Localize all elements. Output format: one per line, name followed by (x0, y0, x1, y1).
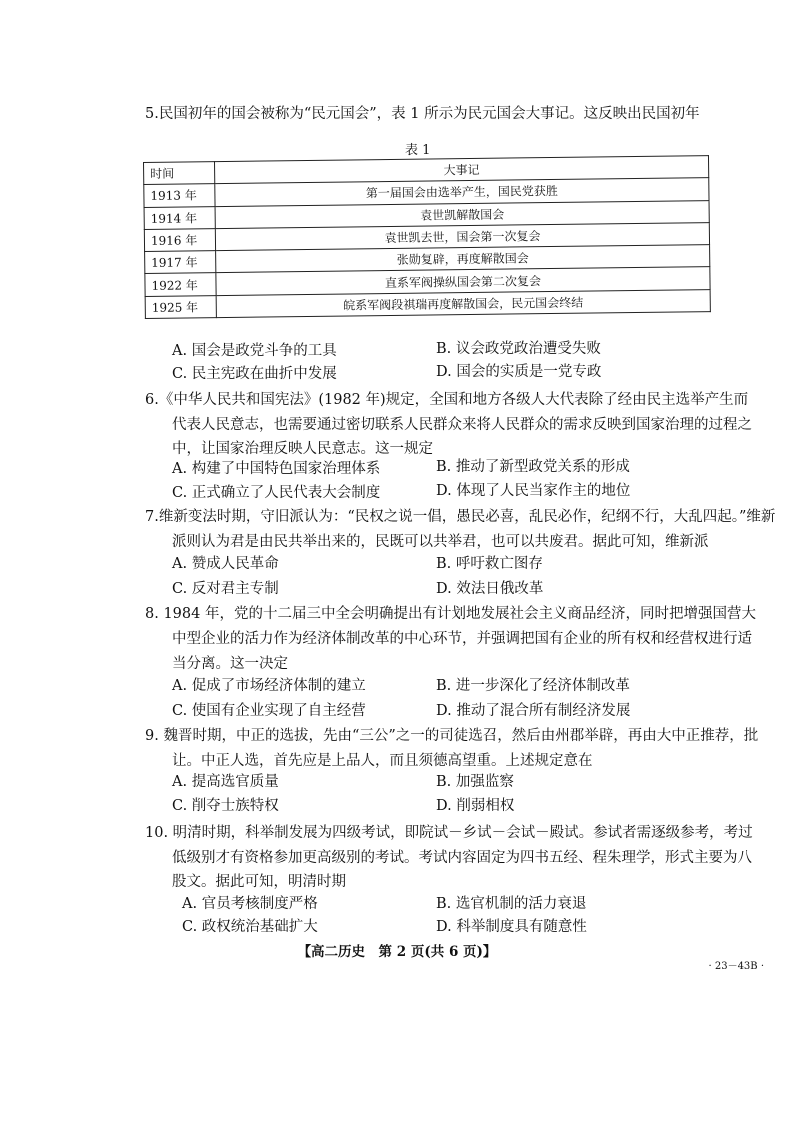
q10-stem-line: 低级别才有资格参加更高级别的考试。考试内容固定为四书五经、程朱理学，形式主要为八 (172, 850, 752, 866)
events-table (143, 155, 711, 319)
q9-option-c: C. 削夺士族特权 (172, 798, 279, 814)
row-time: 1913 年 (144, 184, 215, 207)
q9-stem-line: 9. 魏晋时期，中正的选拔，先由“三公”之一的司徒选召，然后由州郡举辟，再由大中正推荐，批 (145, 728, 759, 744)
q7-option-a: A. 赞成人民革命 (172, 556, 279, 572)
table-caption: 表 1 (405, 143, 431, 158)
header-event: 大事记 (215, 156, 709, 184)
row-time: 1914 年 (144, 206, 215, 229)
q6-stem-line: 中，让国家治理反映人民意志。这一规定 (172, 441, 433, 457)
q7-stem-line: 派则认为君是由民共举出来的，民既可以共举君，也可以共废君。据此可知，维新派 (172, 534, 709, 550)
q8-option-b: B. 进一步深化了经济体制改革 (436, 678, 630, 694)
q8-stem-line: 8. 1984 年，党的十二届三中全会明确提出有计划地发展社会主义商品经济，同时把增强国营大 (145, 606, 756, 622)
row-time: 1917 年 (145, 251, 216, 274)
row-event: 袁世凯去世，国会第一次复会 (215, 222, 709, 250)
q5-option-c: C. 民主宪政在曲折中发展 (172, 366, 337, 382)
q7-option-c: C. 反对君主专制 (172, 581, 279, 597)
q9-option-d: D. 削弱相权 (436, 798, 515, 814)
row-time: 1922 年 (145, 273, 216, 296)
q10-option-b: B. 选官机制的活力衰退 (436, 896, 587, 912)
q10-option-a: A. 官员考核制度严格 (182, 896, 318, 912)
row-time: 1916 年 (144, 229, 215, 252)
q8-option-c: C. 使国有企业实现了自主经营 (172, 703, 366, 719)
row-event: 第一届国会由选举产生，国民党获胜 (215, 178, 709, 206)
row-time: 1925 年 (145, 295, 216, 318)
q9-stem-line: 让。中正人选，首先应是上品人，而且须德高望重。上述规定意在 (172, 753, 593, 769)
row-event: 直系军阀操纵国会第二次复会 (216, 267, 710, 295)
q5-option-b: B. 议会政党政治遭受失败 (436, 341, 601, 357)
q5-option-d: D. 国会的实质是一党专政 (436, 364, 602, 380)
q6-option-a: A. 构建了中国特色国家治理体系 (172, 461, 381, 477)
q9-option-a: A. 提高选官质量 (172, 774, 279, 790)
q9-option-b: B. 加强监察 (436, 774, 514, 790)
row-event: 皖系军阀段祺瑞再度解散国会，民元国会终结 (216, 289, 710, 317)
q6-option-d: D. 体现了人民当家作主的地位 (436, 483, 631, 499)
row-event: 袁世凯解散国会 (215, 200, 709, 228)
q10-stem-line: 股文。据此可知，明清时期 (172, 874, 346, 890)
q10-option-d: D. 科举制度具有随意性 (436, 919, 587, 935)
header-time: 时间 (144, 162, 215, 185)
q8-stem-line: 中型企业的活力作为经济体制改革的中心环节，并强调把国有企业的所有权和经营权进行适 (172, 631, 752, 647)
q8-option-d: D. 推动了混合所有制经济发展 (436, 703, 631, 719)
q5-stem: 5.民国初年的国会被称为“民元国会”，表 1 所示为民元国会大事记。这反映出民国初年 (145, 106, 700, 122)
q6-stem-line: 6.《中华人民共和国宪法》(1982 年)规定，全国和地方各级人大代表除了经由民主选举产生而 (145, 392, 749, 408)
q7-option-b: B. 呼吁救亡图存 (436, 556, 543, 572)
q7-stem-line: 7.维新变法时期，守旧派认为：“民权之说一倡，愚民必喜，乱民必作，纪纲不行，大乱四起。”维新 (145, 509, 776, 525)
q8-stem-line: 当分离。这一决定 (172, 656, 288, 672)
q5-option-a: A. 国会是政党斗争的工具 (172, 343, 337, 359)
q6-option-b: B. 推动了新型政党关系的形成 (436, 459, 630, 475)
q6-stem-line: 代表人民意志，也需要通过密切联系人民群众来将人民群众的需求反映到国家治理的过程之 (172, 417, 752, 433)
row-event: 张勋复辟，再度解散国会 (216, 245, 710, 273)
page-footer: 【高二历史 第 2 页(共 6 页)】 (297, 944, 497, 960)
exam-code: · 23－43B · (708, 961, 764, 972)
q6-option-c: C. 正式确立了人民代表大会制度 (172, 485, 381, 501)
q10-stem-line: 10. 明清时期，科举制发展为四级考试，即院试－乡试－会试－殿试。参试者需逐级参考，考过 (145, 825, 753, 841)
q10-option-c: C. 政权统治基础扩大 (182, 919, 318, 935)
q7-option-d: D. 效法日俄改革 (436, 581, 544, 597)
q8-option-a: A. 促成了市场经济体制的建立 (172, 678, 366, 694)
